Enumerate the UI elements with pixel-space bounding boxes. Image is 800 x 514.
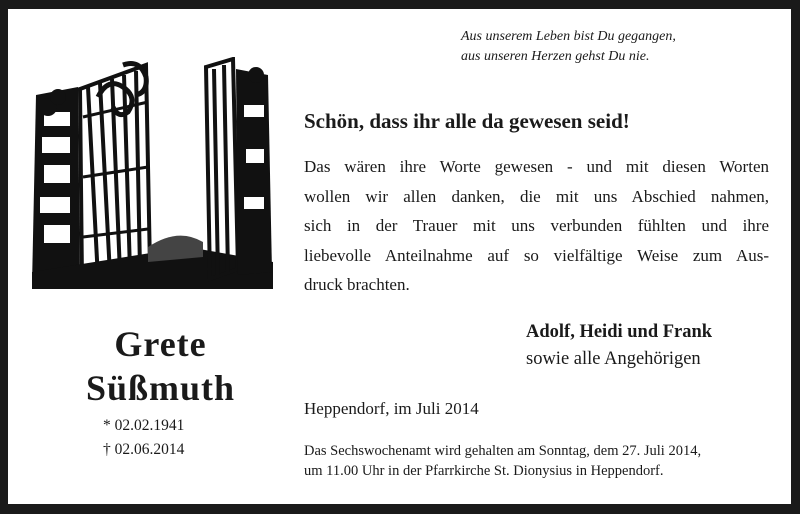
- last-name: Süßmuth: [85, 368, 236, 408]
- message-line: druck brachten.: [304, 275, 410, 294]
- motto: [461, 27, 761, 67]
- signer-names: Adolf, Heidi und Frank: [526, 322, 713, 342]
- place-date: Heppendorf, im Juli 2014: [304, 399, 479, 418]
- message-line: wollen wir allen danken, die mit uns Abschied nahmen,: [304, 186, 769, 206]
- notice-line-2: um 11.00 Uhr in der Pfarrkirche St. Dionysius in Heppendorf.: [304, 463, 664, 479]
- signer-relatives: sowie alle Angehörigen: [526, 349, 701, 369]
- mass-notice: [304, 441, 701, 481]
- motto-line-1: Aus unserem Leben bist Du gegangen,: [461, 29, 676, 44]
- first-name: Grete: [114, 324, 207, 364]
- obituary-card: [8, 9, 791, 504]
- message-line: sich in der Trauer mit uns verbunden fühlten und ihre: [304, 216, 769, 235]
- birth-date: * 02.02.1941: [103, 417, 185, 434]
- life-dates: [103, 414, 184, 462]
- deceased-name: [58, 322, 263, 410]
- death-date: † 02.06.2014: [103, 441, 185, 458]
- message-body: [304, 152, 769, 300]
- open-gate-illustration-icon: [28, 57, 273, 289]
- signers: [526, 319, 712, 373]
- notice-line-1: Das Sechswochenamt wird gehalten am Sonntag, dem 27. Juli 2014,: [304, 443, 702, 459]
- message-line: Das wären ihre Worte gewesen - und mit diesen Worten: [304, 157, 769, 176]
- headline: Schön, dass ihr alle da gewesen seid!: [304, 109, 630, 133]
- motto-line-2: aus unseren Herzen gehst Du nie.: [461, 49, 650, 64]
- message-line: liebevolle Anteilnahme auf so vielfältige Weise zum Aus-: [304, 245, 769, 265]
